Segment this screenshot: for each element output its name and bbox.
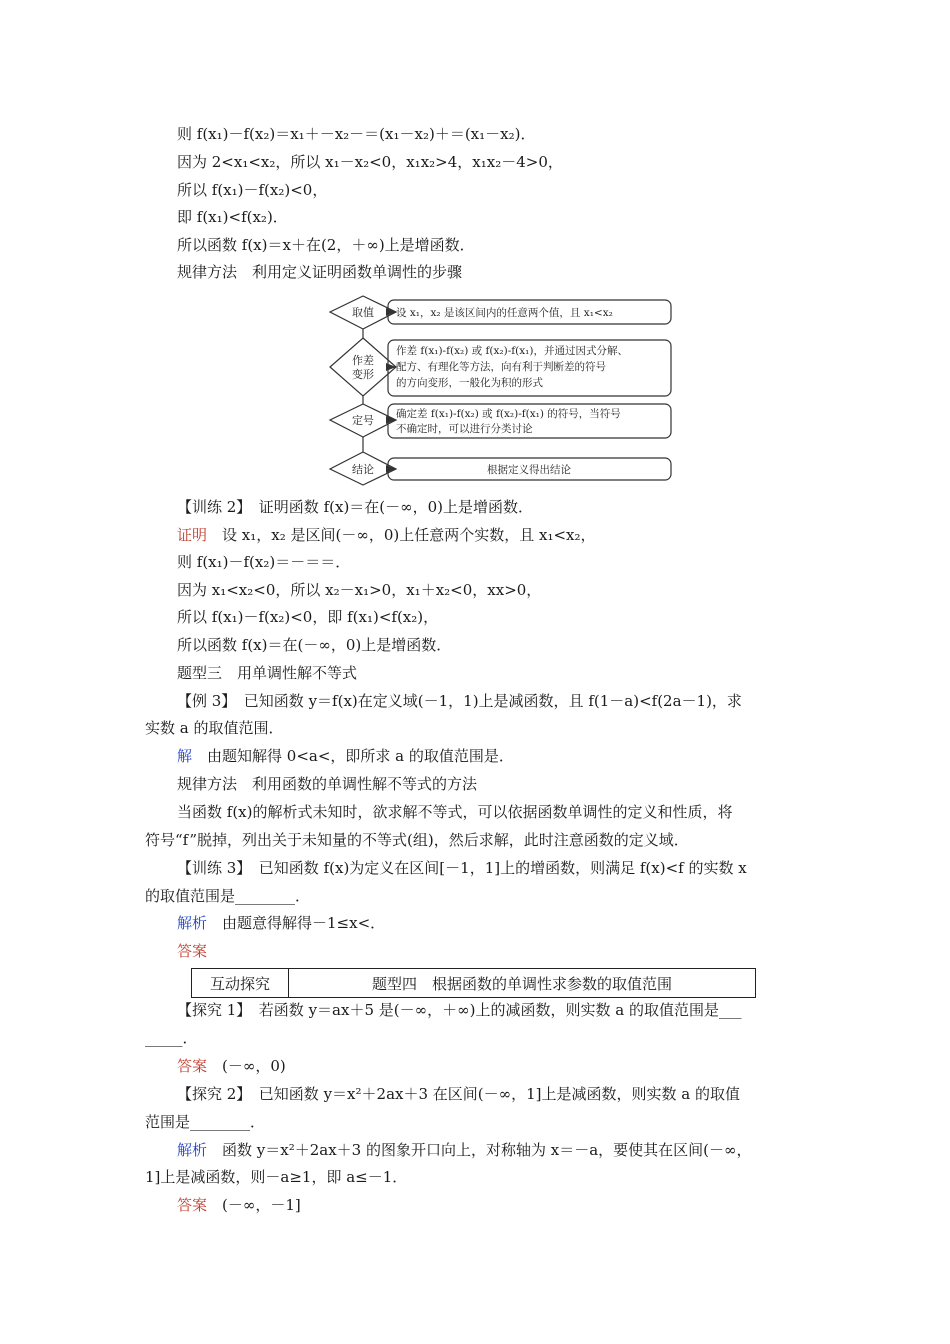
analysis-label: 解析: [177, 1141, 208, 1159]
method-text-1: 当函数 f(x)的解析式未知时，欲求解不等式，可以依据函数单调性的定义和性质，将: [177, 803, 733, 821]
train3-answer-label: 答案: [177, 942, 208, 960]
step-3-desc-2: 不确定时，可以进行分类讨论: [396, 423, 533, 435]
step-2-desc-1: 作差 f(x₁)-f(x₂) 或 f(x₂)-f(x₁)，并通过因式分解、: [396, 345, 628, 357]
step-2-name-a: 作差: [352, 354, 374, 367]
step-2-desc-2: 配方、有理化等方法，向有利于判断差的符号: [396, 361, 606, 373]
method-text-2: 符号“f”脱掉，列出关于未知量的不等式(组)，然后求解，此时注意函数的定义域．: [145, 831, 689, 849]
explore2-line-1: 【探究 2】 已知函数 y＝x²＋2ax＋3 在区间(－∞，1]上是减函数，则实数 a 的取值: [177, 1085, 741, 1103]
explore1-line-2: _____．: [145, 1029, 198, 1047]
step-1-name: 取值: [352, 306, 374, 319]
train3-line-2: 的取值范围是________．: [145, 887, 311, 905]
train2-proof-line-1: 证明 设 x₁，x₂ 是区间(－∞，0)上任意两个实数，且 x₁<x₂，: [177, 526, 596, 544]
proof-label: 证明: [177, 526, 208, 544]
train2-proof-line-3: 因为 x₁<x₂<0，所以 x₂－x₁>0，x₁＋x₂<0，xx>0，: [177, 581, 542, 599]
explore1-answer: 答案 (－∞，0): [177, 1057, 286, 1075]
explore2-analysis-2: 1]上是减函数，则－a≥1，即 a≤－1．: [145, 1168, 408, 1186]
train2-proof-line-2: 则 f(x₁)－f(x₂)＝－＝＝．: [177, 553, 351, 571]
table-cell-interactive: 互动探究: [192, 969, 289, 997]
explore1-line-1: 【探究 1】 若函数 y＝ax＋5 是(－∞，＋∞)上的减函数，则实数 a 的取值范围是___: [177, 1001, 742, 1019]
train2-proof-line-5: 所以函数 f(x)＝在(－∞，0)上是增函数．: [177, 636, 452, 654]
train2-proof-line-4: 所以 f(x₁)－f(x₂)<0，即 f(x₁)<f(x₂)，: [177, 608, 439, 626]
explore2-line-2: 范围是________．: [145, 1113, 266, 1131]
method-heading-2: 规律方法 利用函数的单调性解不等式的方法: [177, 775, 478, 793]
proof-line-5: 所以函数 f(x)＝x＋在(2，＋∞)上是增函数．: [177, 236, 475, 254]
proof-line-3: 所以 f(x₁)－f(x₂)<0，: [177, 181, 328, 199]
proof-line-1: 则 f(x₁)－f(x₂)＝x₁＋－x₂－＝(x₁－x₂)＋＝(x₁－x₂)．: [177, 125, 536, 143]
step-2-desc-3: 的方向变形，一般化为积的形式: [396, 377, 543, 389]
step-2-name-b: 变形: [352, 368, 374, 381]
answer-label: 答案: [177, 1196, 208, 1214]
example3-line-2: 实数 a 的取值范围．: [145, 719, 284, 737]
explore2-analysis-1: 解析 函数 y＝x²＋2ax＋3 的图象开口向上，对称轴为 x＝－a，要使其在区间(－∞，: [177, 1141, 752, 1159]
train3-line-1: 【训练 3】 已知函数 f(x)为定义在区间[－1，1]上的增函数，则满足 f(x)<f 的实数 x: [177, 859, 747, 877]
train2-title: 【训练 2】 证明函数 f(x)＝在(－∞，0)上是增函数．: [177, 498, 534, 516]
proof-line-2: 因为 2<x₁<x₂，所以 x₁－x₂<0，x₁x₂>4，x₁x₂－4>0，: [177, 153, 563, 171]
step-4-desc: 根据定义得出结论: [487, 464, 571, 476]
explore2-answer: 答案 (－∞，－1]: [177, 1196, 301, 1214]
method-heading: 规律方法 利用定义证明函数单调性的步骤: [177, 263, 463, 281]
example3-solution: 解 由题知解得 0<a<，即所求 a 的取值范围是．: [177, 747, 514, 765]
answer-label: 答案: [177, 1057, 208, 1075]
train3-analysis: 解析 由题意得解得－1≤x<．: [177, 914, 386, 932]
analysis-label: 解析: [177, 914, 208, 932]
type3-heading: 题型三 用单调性解不等式: [177, 664, 358, 682]
step-3-name: 定号: [352, 414, 374, 427]
step-4-name: 结论: [352, 463, 374, 476]
step-1-desc: 设 x₁，x₂ 是该区间内的任意两个值，且 x₁<x₂: [396, 307, 613, 319]
step-3-desc-1: 确定差 f(x₁)-f(x₂) 或 f(x₂)-f(x₁) 的符号，当符号: [396, 408, 621, 420]
example3-line-1: 【例 3】 已知函数 y＝f(x)在定义域(－1，1)上是减函数，且 f(1－a)<f(2a－1)，求: [177, 692, 742, 710]
section-table: [191, 968, 756, 998]
monotonicity-proof-flowchart: [318, 292, 674, 486]
solution-label: 解: [177, 747, 193, 765]
table-cell-type4: 题型四 根据函数的单调性求参数的取值范围: [371, 974, 672, 993]
proof-line-4: 即 f(x₁)<f(x₂)．: [177, 208, 288, 226]
